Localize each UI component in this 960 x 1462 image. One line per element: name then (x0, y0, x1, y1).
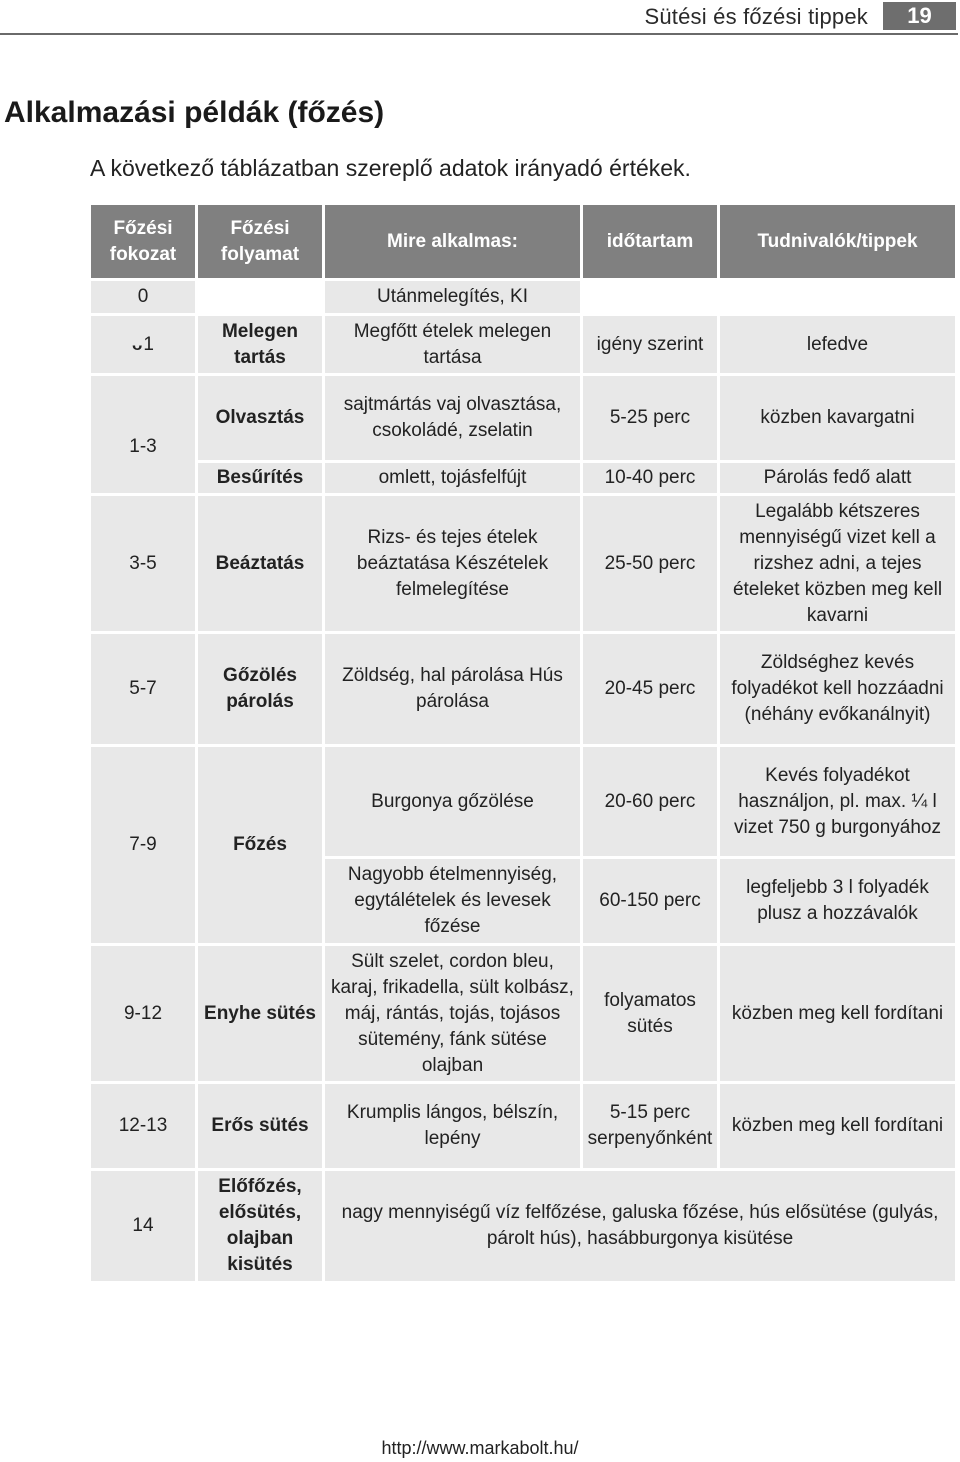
empty-cell (720, 281, 955, 313)
col-header-tips: Tudnivalók/tippek (720, 205, 955, 278)
tip-cell: Legalább kétszeres mennyiségű vizet kell a rizshez adni, a tejes ételeket közben meg kell kavarni (720, 496, 955, 631)
page-title: Alkalmazási példák (főzés) (4, 96, 385, 129)
time-cell: 5-25 perc (583, 376, 717, 460)
tip-cell: Zöldséghez kevés folyadékot kell hozzáadni (néhány evőkanálnyit) (720, 634, 955, 744)
level-cell: 12-13 (91, 1084, 195, 1168)
tip-cell: legfeljebb 3 l folyadék plusz a hozzávalók (720, 859, 955, 943)
empty-cell (198, 281, 322, 313)
use-cell: Nagyobb ételmennyiség, egytálételek és levesek főzése (325, 859, 580, 943)
table-row (91, 1171, 955, 1281)
header-rule (0, 33, 958, 35)
time-cell: 60-150 perc (583, 859, 717, 943)
footer-url: http://www.markabolt.hu/ (381, 1438, 579, 1458)
col-header-time: időtartam (583, 205, 717, 278)
table-row (91, 496, 955, 631)
col-header-level: Főzési fokozat (91, 205, 195, 278)
col-header-process: Főzési folyamat (198, 205, 322, 278)
level-cell: 1-3 (91, 376, 195, 493)
time-cell: 25-50 perc (583, 496, 717, 631)
use-cell: Burgonya gőzölése (325, 747, 580, 856)
tip-cell: közben meg kell fordítani (720, 1084, 955, 1168)
table-row (91, 463, 955, 493)
table-header-row (91, 205, 955, 278)
tip-cell: Kevés folyadékot használjon, pl. max. ¼ l vizet 750 g burgonyához (720, 747, 955, 856)
time-cell: igény szerint (583, 316, 717, 373)
table-row (91, 281, 955, 313)
use-cell: omlett, tojásfelfújt (325, 463, 580, 493)
use-cell: Rizs- és tejes ételek beáztatása Készételek felmelegítése (325, 496, 580, 631)
table-row (91, 747, 955, 856)
running-header-title: Sütési és főzési tippek (644, 4, 868, 29)
process-cell: Gőzölés párolás (198, 634, 322, 744)
time-cell: 10-40 perc (583, 463, 717, 493)
table-row (91, 946, 955, 1081)
use-cell: Sült szelet, cordon bleu, karaj, frikadella, sült kolbász, máj, rántás, tojás, tojásos sütemény, fánk sütése olajban (325, 946, 580, 1081)
table-row (91, 634, 955, 744)
process-cell: Előfőzés, elősütés, olajban kisütés (198, 1171, 322, 1281)
use-cell: nagy mennyiségű víz felfőzése, galuska főzése, hús elősütése (gulyás, párolt hús), hasábburgonya kisütése (325, 1171, 955, 1281)
col-header-use: Mire alkalmas: (325, 205, 580, 278)
time-cell: folyamatos sütés (583, 946, 717, 1081)
tip-cell: közben meg kell fordítani (720, 946, 955, 1081)
level-cell (91, 316, 195, 373)
tip-cell: lefedve (720, 316, 955, 373)
level-cell: 9-12 (91, 946, 195, 1081)
cooking-table (88, 202, 958, 1284)
process-cell: Enyhe sütés (198, 946, 322, 1081)
time-cell: 5-15 perc serpenyőnként (583, 1084, 717, 1168)
tip-cell: Párolás fedő alatt (720, 463, 955, 493)
level-value: 1 (143, 333, 154, 355)
process-cell: Olvasztás (198, 376, 322, 460)
table-row (91, 316, 955, 373)
process-cell: Melegen tartás (198, 316, 322, 373)
process-cell: Beáztatás (198, 496, 322, 631)
use-cell: Zöldség, hal párolása Hús párolása (325, 634, 580, 744)
level-cell: 5-7 (91, 634, 195, 744)
intro-text: A következő táblázatban szereplő adatok irányadó értékek. (90, 155, 691, 181)
process-cell: Erős sütés (198, 1084, 322, 1168)
keep-warm-icon: ᴗ (132, 334, 143, 354)
level-cell: 7-9 (91, 747, 195, 943)
level-cell: 3-5 (91, 496, 195, 631)
table-row (91, 1084, 955, 1168)
page-number: 19 (883, 2, 956, 30)
process-cell: Főzés (198, 747, 322, 943)
process-cell: Besűrítés (198, 463, 322, 493)
use-cell: Krumplis lángos, bélszín, lepény (325, 1084, 580, 1168)
time-cell: 20-60 perc (583, 747, 717, 856)
table-row (91, 376, 955, 460)
use-cell: Megfőtt ételek melegen tartása (325, 316, 580, 373)
use-cell: sajtmártás vaj olvasztása, csokoládé, zselatin (325, 376, 580, 460)
level-cell: 14 (91, 1171, 195, 1281)
tip-cell: közben kavargatni (720, 376, 955, 460)
level-cell: 0 (91, 281, 195, 313)
empty-cell (583, 281, 717, 313)
use-cell: Utánmelegítés, KI (325, 281, 580, 313)
time-cell: 20-45 perc (583, 634, 717, 744)
